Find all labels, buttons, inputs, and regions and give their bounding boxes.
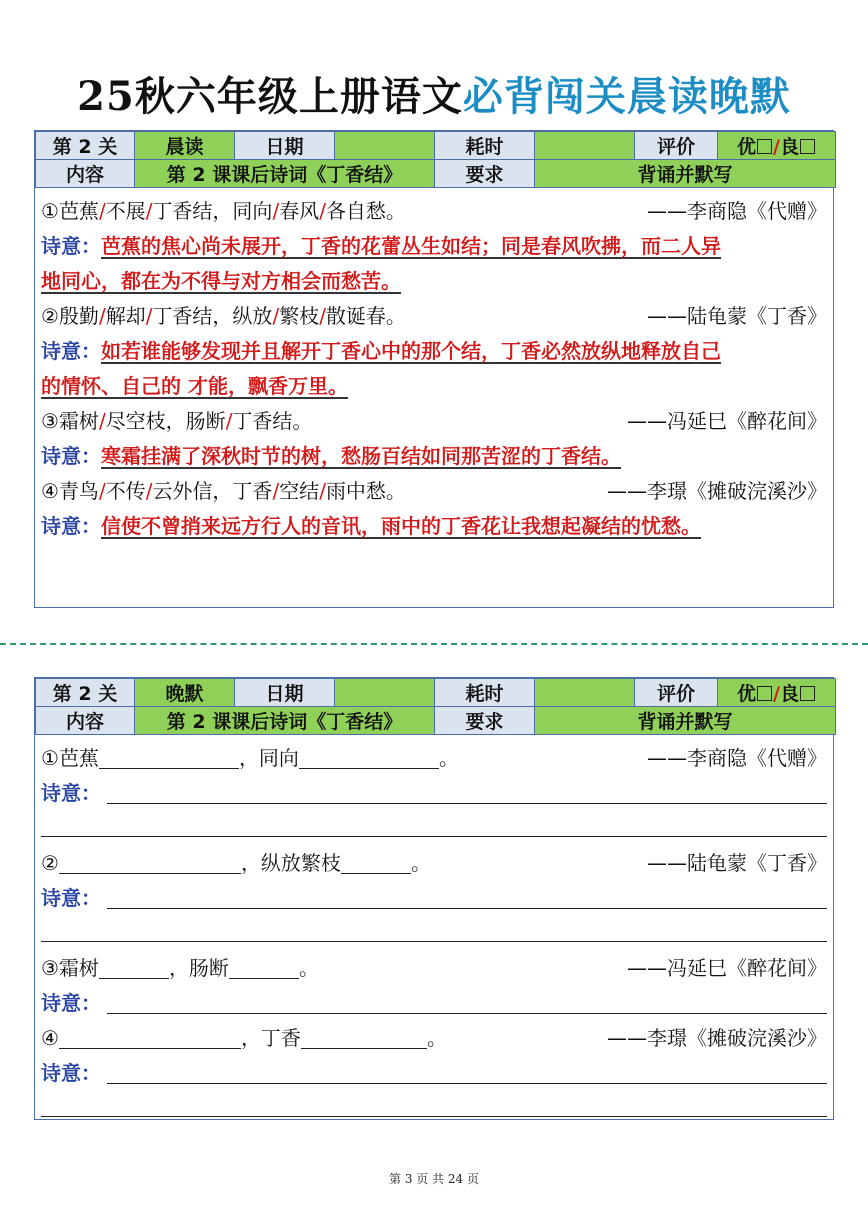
answer-blank[interactable]	[229, 956, 299, 979]
answer-rule[interactable]	[107, 908, 827, 909]
slash-mark: /	[272, 304, 280, 328]
slash-mark: /	[225, 409, 233, 433]
mode-cell: 晨读	[135, 132, 235, 160]
eval-options	[718, 679, 836, 707]
prompt-text: ，同向	[238, 746, 299, 770]
req-value: 背诵并默写	[535, 707, 836, 735]
phrase: 不展	[105, 199, 146, 223]
meaning-text: 寒霜挂满了深秋时节的树，愁肠百结如同那苦涩的丁香结。	[101, 444, 621, 468]
phrase: 云外信，丁香	[152, 479, 273, 503]
eval-ok-label: 良	[779, 136, 799, 158]
meaning-line	[41, 1056, 827, 1090]
eval-label: 评价	[635, 132, 718, 160]
morning-card	[34, 130, 834, 608]
line-number: ②	[41, 851, 59, 875]
answer-blank[interactable]	[59, 1026, 241, 1049]
title-part2: 必背闯关晨读晚默	[462, 73, 791, 120]
time-label: 耗时	[435, 132, 535, 160]
poem-line-2	[41, 299, 827, 333]
answer-rule[interactable]	[41, 941, 827, 942]
meaning-label: 诗意：	[41, 339, 101, 363]
meaning-label: 诗意：	[41, 781, 101, 805]
answer-blank[interactable]	[301, 1026, 427, 1049]
answer-blank[interactable]	[99, 956, 169, 979]
meaning-label: 诗意：	[41, 514, 101, 538]
slash-mark: /	[319, 304, 326, 328]
poem-line-1	[41, 194, 827, 228]
answer-rule[interactable]	[107, 803, 827, 804]
checkbox-good[interactable]	[757, 686, 772, 701]
meaning-text: 芭蕉的焦心尚未展开，丁香的花蕾丛生如结；同是春风吹拂，而二人异	[101, 234, 721, 258]
answer-blank[interactable]	[59, 851, 241, 874]
dictation-line-3	[41, 951, 827, 985]
poem-line-4	[41, 474, 827, 508]
slash-mark: /	[98, 409, 106, 433]
poem-author: ——陆龟蒙《丁香》	[647, 304, 827, 328]
phrase: 繁枝	[279, 304, 320, 328]
req-label: 要求	[435, 707, 535, 735]
meaning-line	[41, 986, 827, 1020]
slash-mark: /	[145, 304, 153, 328]
phrase: 解却	[105, 304, 146, 328]
meaning-line	[41, 881, 827, 915]
content-label: 内容	[36, 160, 135, 188]
meaning-line	[41, 509, 827, 543]
meaning-line	[41, 439, 827, 473]
meaning-line	[41, 776, 827, 810]
meaning-text: 如若谁能够发现并且解开丁香心中的那个结，丁香必然放纵地释放自己	[101, 339, 721, 363]
prompt-text: ，肠断	[168, 956, 229, 980]
dictation-line-4	[41, 1021, 827, 1055]
phrase: 丁香结。	[232, 409, 313, 433]
time-field[interactable]	[535, 132, 635, 160]
meaning-text: 的情怀、自己的 才能，飘香万里。	[41, 374, 348, 398]
phrase: 尽空枝，肠断	[105, 409, 226, 433]
phrase: 不传	[105, 479, 146, 503]
level-cell: 第 2 关	[36, 679, 135, 707]
date-field[interactable]	[335, 132, 435, 160]
line-number: ②	[41, 304, 59, 328]
dictation-line-1	[41, 741, 827, 775]
slash-mark: /	[98, 199, 106, 223]
meaning-label: 诗意：	[41, 234, 101, 258]
poem-author: ——李璟《摊破浣溪沙》	[607, 1026, 827, 1050]
line-number: ④	[41, 1026, 59, 1050]
eval-good-label: 优	[737, 683, 757, 705]
phrase: 空结	[279, 479, 320, 503]
phrase: 霜树	[58, 409, 99, 433]
checkbox-good[interactable]	[757, 139, 772, 154]
phrase: 各自愁。	[325, 199, 406, 223]
meaning-label: 诗意：	[41, 444, 101, 468]
prompt-text: 。	[410, 851, 431, 875]
line-number: ③	[41, 956, 59, 980]
prompt-text: 霜树	[58, 956, 99, 980]
level-cell: 第 2 关	[36, 132, 135, 160]
slash-mark: /	[145, 479, 153, 503]
time-label: 耗时	[435, 679, 535, 707]
page-title	[0, 66, 868, 128]
title-part1: 25秋六年级上册语文	[77, 73, 463, 120]
meaning-line	[41, 229, 827, 263]
date-label: 日期	[235, 679, 335, 707]
answer-rule[interactable]	[107, 1083, 827, 1084]
eval-separator: /	[773, 683, 780, 705]
line-number: ①	[41, 746, 59, 770]
answer-rule[interactable]	[41, 836, 827, 837]
prompt-text: 。	[426, 1026, 447, 1050]
slash-mark: /	[98, 304, 106, 328]
line-number: ④	[41, 479, 59, 503]
req-value: 背诵并默写	[535, 160, 836, 188]
meaning-label: 诗意：	[41, 991, 101, 1015]
meaning-line	[41, 369, 827, 403]
slash-mark: /	[272, 199, 280, 223]
meaning-line	[41, 264, 827, 298]
prompt-text: ，纵放繁枝	[240, 851, 341, 875]
poem-author: ——冯延巳《醉花间》	[627, 409, 827, 433]
morning-header-table	[35, 131, 836, 188]
date-label: 日期	[235, 132, 335, 160]
poem-author: ——李商隐《代赠》	[647, 746, 827, 770]
slash-mark: /	[319, 479, 326, 503]
evening-card	[34, 677, 834, 1120]
prompt-text: ，丁香	[240, 1026, 301, 1050]
poem-author: ——陆龟蒙《丁香》	[647, 851, 827, 875]
content-value: 第 2 课课后诗词《丁香结》	[135, 707, 435, 735]
eval-ok-label: 良	[779, 683, 799, 705]
eval-good-label: 优	[737, 136, 757, 158]
slash-mark: /	[98, 479, 106, 503]
eval-options	[718, 132, 836, 160]
slash-mark: /	[272, 479, 280, 503]
prompt-text: 。	[298, 956, 319, 980]
phrase: 春风	[279, 199, 320, 223]
page-footer: 第 3 页 共 24 页	[389, 1172, 479, 1186]
answer-rule[interactable]	[107, 1013, 827, 1014]
phrase: 殷勤	[58, 304, 99, 328]
meaning-line	[41, 334, 827, 368]
phrase: 丁香结，同向	[152, 199, 273, 223]
content-value: 第 2 课课后诗词《丁香结》	[135, 160, 435, 188]
line-number: ①	[41, 199, 59, 223]
cut-line-divider	[0, 643, 868, 645]
phrase: 青鸟	[58, 479, 99, 503]
poem-author: ——李商隐《代赠》	[647, 199, 827, 223]
answer-blank[interactable]	[299, 746, 439, 769]
poem-author: ——李璟《摊破浣溪沙》	[607, 479, 827, 503]
meaning-label: 诗意：	[41, 886, 101, 910]
meaning-text: 地同心，都在为不得与对方相会而愁苦。	[41, 269, 401, 293]
mode-cell: 晚默	[135, 679, 235, 707]
phrase: 芭蕉	[58, 199, 99, 223]
time-field[interactable]	[535, 679, 635, 707]
prompt-text: 芭蕉	[58, 746, 99, 770]
req-label: 要求	[435, 160, 535, 188]
poem-line-3	[41, 404, 827, 438]
eval-separator: /	[773, 136, 780, 158]
date-field[interactable]	[335, 679, 435, 707]
checkbox-ok[interactable]	[800, 139, 815, 154]
answer-blank[interactable]	[341, 851, 411, 874]
checkbox-ok[interactable]	[800, 686, 815, 701]
answer-blank[interactable]	[99, 746, 239, 769]
phrase: 散诞春。	[325, 304, 406, 328]
slash-mark: /	[145, 199, 153, 223]
meaning-text: 信使不曾捎来远方行人的音讯，雨中的丁香花让我想起凝结的忧愁。	[101, 514, 701, 538]
answer-rule[interactable]	[41, 1116, 827, 1117]
meaning-label: 诗意：	[41, 1061, 101, 1085]
slash-mark: /	[319, 199, 326, 223]
dictation-line-2	[41, 846, 827, 880]
evening-header-table	[35, 678, 836, 735]
line-number: ③	[41, 409, 59, 433]
phrase: 雨中愁。	[325, 479, 406, 503]
prompt-text: 。	[438, 746, 459, 770]
phrase: 丁香结，纵放	[152, 304, 273, 328]
content-label: 内容	[36, 707, 135, 735]
eval-label: 评价	[635, 679, 718, 707]
poem-author: ——冯延巳《醉花间》	[627, 956, 827, 980]
